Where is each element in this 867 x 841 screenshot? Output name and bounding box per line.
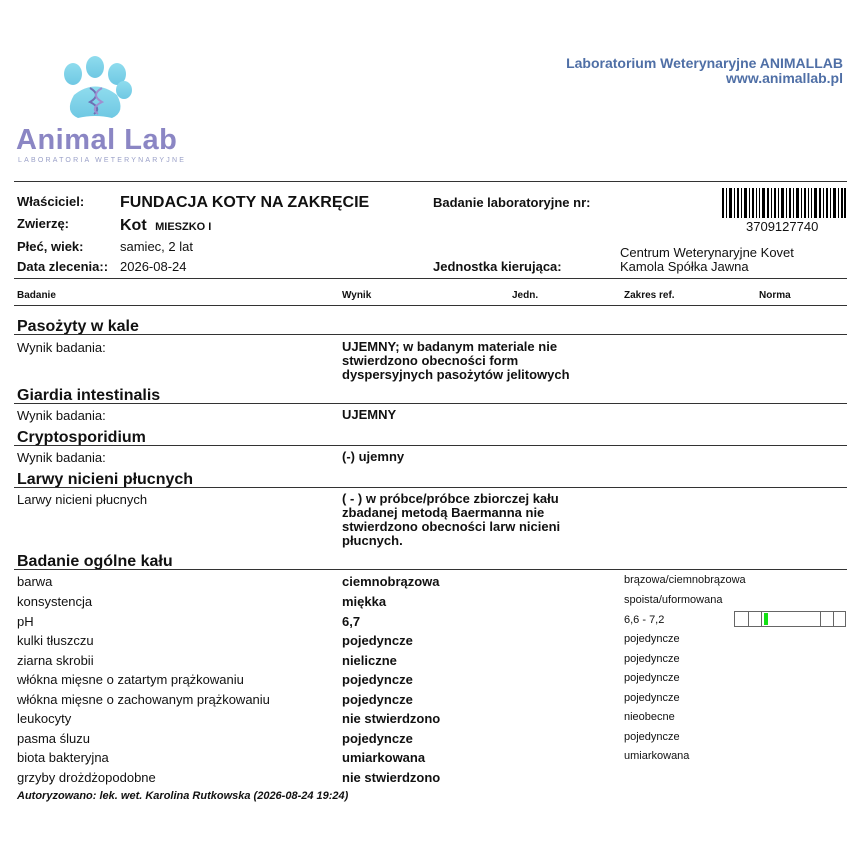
header-divider-top: [14, 181, 847, 182]
row-reference: pojedyncze: [624, 692, 680, 704]
section-title-general: Badanie ogólne kału: [17, 553, 173, 570]
row-name: pH: [17, 614, 34, 629]
owner-label: Właściciel:: [17, 194, 85, 209]
gauge-tick: [748, 612, 749, 626]
column-test: Badanie: [17, 290, 56, 301]
row-reference: umiarkowana: [624, 750, 690, 762]
lab-name: Laboratorium Weterynaryjne ANIMALLAB: [566, 55, 843, 71]
column-header-divider: [14, 305, 847, 306]
referring-unit-line1: Centrum Weterynaryjne Kovet: [620, 245, 794, 260]
row-name: Larwy nicieni płucnych: [17, 492, 148, 507]
column-unit: Jedn.: [512, 290, 539, 301]
section-title-giardia: Giardia intestinalis: [17, 387, 161, 404]
ph-value-marker: [764, 613, 768, 625]
section-divider: [14, 403, 847, 404]
section-title-cryptosporidium: Cryptosporidium: [17, 429, 146, 446]
test-number-label: Badanie laboratoryjne nr:: [433, 195, 591, 210]
column-norm: Norma: [759, 290, 791, 301]
row-reference: pojedyncze: [624, 653, 680, 665]
row-result: (-) ujemny: [342, 449, 405, 464]
section-title-parasites: Pasożyty w kale: [17, 318, 139, 335]
row-result: umiarkowana: [342, 750, 426, 765]
referring-unit-line2: Kamola Spółka Jawna: [620, 259, 749, 274]
header-divider-bottom: [14, 278, 847, 279]
section-title-lungworm: Larwy nicieni płucnych: [17, 471, 194, 488]
row-name: kulki tłuszczu: [17, 633, 94, 648]
ph-range-gauge: [734, 611, 846, 627]
section-divider: [14, 445, 847, 446]
gauge-tick: [833, 612, 834, 626]
row-name: barwa: [17, 574, 53, 589]
referring-unit-label: Jednostka kierująca:: [433, 259, 562, 274]
row-result: pojedyncze: [342, 672, 413, 687]
animal-name: MIESZKO I: [155, 221, 212, 233]
sex-age-value: samiec, 2 lat: [120, 239, 193, 254]
row-result: nieliczne: [342, 653, 397, 668]
row-name: leukocyty: [17, 711, 72, 726]
order-date-label: Data zlecenia::: [17, 259, 109, 274]
result-line: dyspersyjnych pasożytów jelitowych: [342, 367, 570, 382]
barcode-number: 3709127740: [746, 219, 819, 234]
row-result: nie stwierdzono: [342, 770, 441, 785]
order-date-value: 2026-08-24: [120, 259, 187, 274]
row-result: [342, 340, 570, 382]
lab-website[interactable]: www.animallab.pl: [726, 70, 843, 86]
row-reference: pojedyncze: [624, 672, 680, 684]
result-line: ( - ) w próbce/próbce zbiorczej kału: [342, 491, 559, 506]
row-result: ciemnobrązowa: [342, 574, 440, 589]
row-name: włókna mięsne o zatartym prążkowaniu: [17, 672, 244, 687]
row-name: Wynik badania:: [17, 408, 106, 423]
result-line: stwierdzono obecności form: [342, 353, 519, 368]
row-reference: spoista/uformowana: [624, 594, 723, 606]
brand-name: Animal Lab: [16, 124, 178, 156]
barcode-image: [722, 188, 846, 218]
row-reference: nieobecne: [624, 711, 675, 723]
row-name: konsystencja: [17, 594, 93, 609]
row-name: ziarna skrobii: [17, 653, 94, 668]
result-line: zbadanej metodą Baermanna nie: [342, 505, 545, 520]
section-divider: [14, 487, 847, 488]
row-name: grzyby drożdżopodobne: [17, 770, 156, 785]
row-reference: 6,6 - 7,2: [624, 614, 665, 626]
result-line: płucnych.: [342, 533, 403, 548]
gauge-tick: [820, 612, 821, 626]
result-line: UJEMNY; w badanym materiale nie: [342, 339, 558, 354]
row-name: Wynik badania:: [17, 450, 106, 465]
section-divider: [14, 569, 847, 570]
row-reference: brązowa/ciemnobrązowa: [624, 574, 746, 586]
section-divider: [14, 334, 847, 335]
row-result: pojedyncze: [342, 633, 413, 648]
animal-species: Kot: [120, 217, 147, 234]
brand-subtitle: LABORATORIA WETERYNARYJNE: [18, 157, 187, 164]
owner-value: FUNDACJA KOTY NA ZAKRĘCIE: [120, 194, 370, 211]
row-result: pojedyncze: [342, 731, 413, 746]
row-result: pojedyncze: [342, 692, 413, 707]
gauge-tick: [761, 612, 762, 626]
row-result: [342, 492, 560, 548]
column-reference: Zakres ref.: [624, 290, 675, 301]
row-name: włókna mięsne o zachowanym prążkowaniu: [17, 692, 270, 707]
sex-age-label: Płeć, wiek:: [17, 239, 84, 254]
general-rows: [0, 574, 867, 789]
result-line: stwierdzono obecności larw nicieni: [342, 519, 561, 534]
authorization-note: Autoryzowano: lek. wet. Karolina Rutkowska (2026-08-24 19:24): [17, 790, 349, 802]
animal-label: Zwierzę:: [17, 216, 70, 231]
row-result: nie stwierdzono: [342, 711, 441, 726]
row-name: pasma śluzu: [17, 731, 90, 746]
row-result: UJEMNY: [342, 407, 397, 422]
column-result: Wynik: [342, 290, 372, 301]
row-reference: pojedyncze: [624, 731, 680, 743]
row-name: biota bakteryjna: [17, 750, 109, 765]
row-name: Wynik badania:: [17, 340, 106, 355]
row-reference: pojedyncze: [624, 633, 680, 645]
animal-value: [120, 217, 211, 235]
row-result: miękka: [342, 594, 387, 609]
row-result: 6,7: [342, 614, 361, 629]
